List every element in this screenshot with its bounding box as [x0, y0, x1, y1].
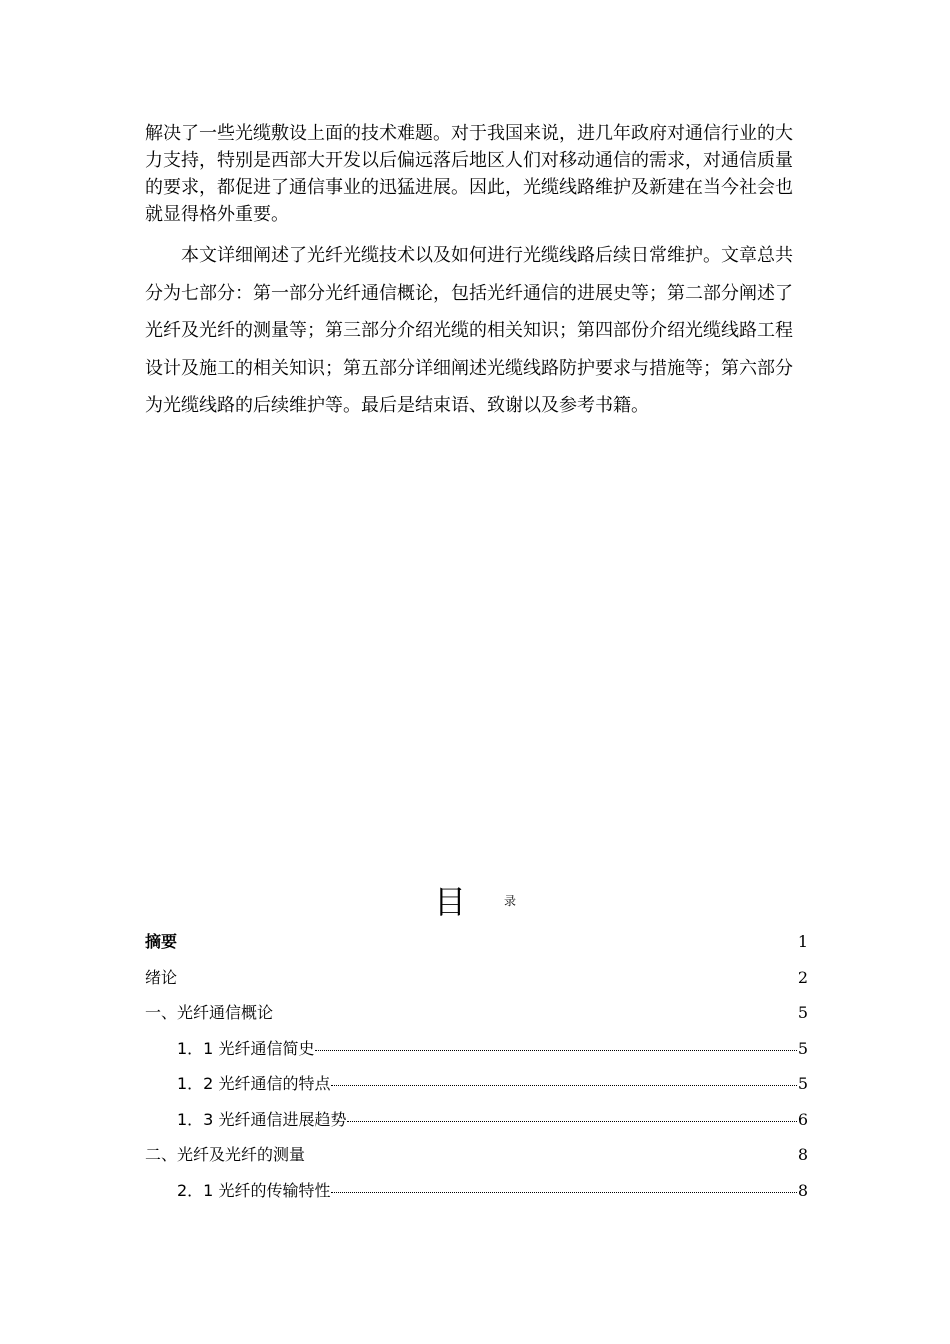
toc-entry-label: 2．1 光纤的传输特性: [177, 1180, 331, 1200]
toc-entry-page: 1: [797, 932, 808, 951]
toc-entry-page: 5: [797, 1003, 808, 1022]
toc-entry-label: 1．3 光纤通信进展趋势: [177, 1109, 347, 1129]
toc-entry-section-1-3[interactable]: [145, 1107, 808, 1143]
toc-entry-page: 8: [797, 1145, 808, 1164]
toc-entry-section-2-1[interactable]: [145, 1178, 808, 1214]
toc-entry-chapter-2[interactable]: [145, 1142, 808, 1178]
toc-entry-section-1-1[interactable]: [145, 1036, 808, 1072]
body-paragraph-1: 解决了一些光缆敷设上面的技术难题。对于我国来说，进几年政府对通信行业的大力支持，特别是西部大开发以后偏远落后地区人们对移动通信的需求，对通信质量的要求，都促进了通信事业的迅猛进展。因此，光缆线路维护及新建在当今社会也就显得格外重要。: [145, 123, 793, 225]
toc-entry-label: 一、光纤通信概论: [145, 1003, 274, 1022]
toc-entry-page: 5: [797, 1038, 808, 1058]
toc-entry-page: 8: [797, 1180, 808, 1200]
toc-title-main: 目: [433, 883, 466, 921]
toc-title: [0, 877, 950, 923]
toc-entry-label: 1．1 光纤通信简史: [177, 1038, 315, 1058]
toc-entry-label: 摘要: [145, 932, 178, 951]
table-of-contents: [145, 929, 808, 1213]
body-paragraph-2: 本文详细阐述了光纤光缆技术以及如何进行光缆线路后续日常维护。文章总共分为七部分：第一部分光纤通信概论，包括光纤通信的进展史等；第二部分阐述了光纤及光纤的测量等；第三部分介绍光缆的相关知识；第四部份介绍光缆线路工程设计及施工的相关知识；第五部分详细阐述光缆线路防护要求与措施等；第六部分为光缆线路的后续维护等。最后是结束语、致谢以及参考书籍。: [145, 245, 793, 416]
toc-entry-abstract[interactable]: [145, 929, 808, 965]
toc-entry-page: 5: [797, 1074, 808, 1093]
toc-dot-leader: [331, 1192, 796, 1193]
toc-entry-introduction[interactable]: [145, 965, 808, 1001]
toc-title-sub: 录: [504, 893, 517, 908]
toc-entry-page: 6: [797, 1109, 808, 1129]
toc-entry-section-1-2[interactable]: [145, 1071, 808, 1107]
toc-entry-label: 二、光纤及光纤的测量: [145, 1145, 306, 1164]
toc-entry-chapter-1[interactable]: [145, 1000, 808, 1036]
toc-dot-leader: [315, 1050, 796, 1051]
toc-entry-page: 2: [797, 967, 808, 987]
toc-entry-label: 绪论: [145, 967, 178, 987]
toc-dot-leader: [347, 1121, 796, 1122]
toc-entry-label: 1．2 光纤通信的特点: [177, 1074, 331, 1093]
toc-dot-leader: [331, 1085, 796, 1086]
